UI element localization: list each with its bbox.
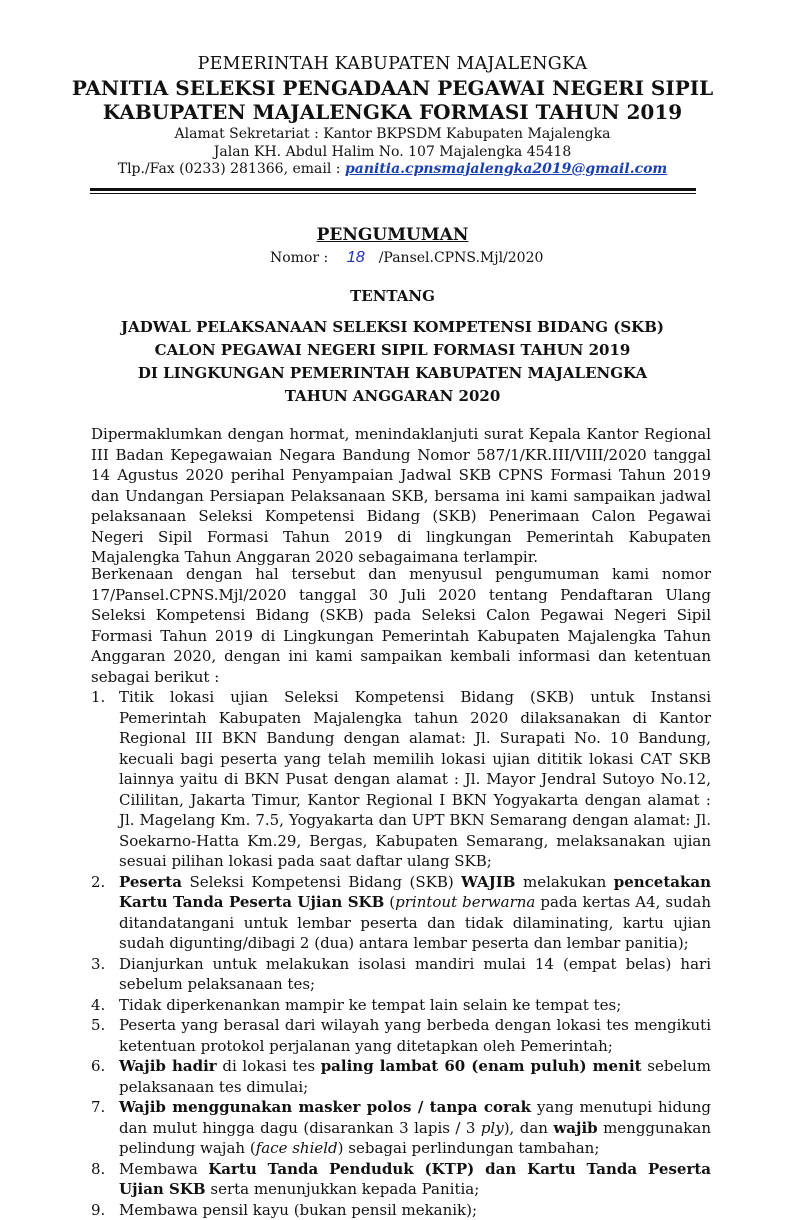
letterhead-address-2: Jalan KH. Abdul Halim No. 107 Majalengka 45418 — [0, 144, 785, 160]
letterhead-rule-thick — [90, 188, 696, 191]
list-item: 5. Peserta yang berasal dari wilayah yang berbeda dengan lokasi tes mengikuti ketentuan protokol perjalanan yang ditetapkan oleh Pemerintah; — [91, 1015, 711, 1056]
list-item: 6. Wajib hadir di lokasi tes paling lambat 60 (enam puluh) menit sebelum pelaksanaan tes dimulai; — [91, 1056, 711, 1097]
subject-line-1: JADWAL PELAKSANAAN SELEKSI KOMPETENSI BIDANG (SKB) — [0, 318, 785, 336]
tentang-heading: TENTANG — [0, 287, 785, 305]
nomor-label: Nomor : — [270, 250, 328, 266]
email-link[interactable]: panitia.cpnsmajalengka2019@gmail.com — [345, 161, 667, 177]
list-item: 7. Wajib menggunakan masker polos / tanpa corak yang menutupi hidung dan mulut hingga dagu (disarankan 3 lapis / 3 ply), dan wajib menggunakan pelindung wajah (face shield) sebagai perlindungan tambahan; — [91, 1097, 711, 1159]
letterhead-regency: KABUPATEN MAJALENGKA FORMASI TAHUN 2019 — [0, 100, 785, 124]
list-item: 8. Membawa Kartu Tanda Penduduk (KTP) dan Kartu Tanda Peserta Ujian SKB serta menunjukkan kepada Panitia; — [91, 1159, 711, 1200]
subject-line-2: CALON PEGAWAI NEGERI SIPIL FORMASI TAHUN 2019 — [0, 341, 785, 359]
list-item: 9. Membawa pensil kayu (bukan pensil mekanik); — [91, 1200, 711, 1220]
list-item: 3. Dianjurkan untuk melakukan isolasi mandiri mulai 14 (empat belas) hari sebelum pelaksanaan tes; — [91, 954, 711, 995]
list-item: 1. Titik lokasi ujian Seleksi Kompetensi Bidang (SKB) untuk Instansi Pemerintah Kabupaten Majalengka tahun 2020 dilaksanakan di Kantor Regional III BKN Bandung dengan alamat: Jl. Surapati No. 10 Bandung, kecuali bagi peserta yang telah memilih lokasi ujian dititik lokasi CAT SKB lainnya yaitu di BKN Pusat dengan alamat : Jl. Mayor Jendral Sutoyo No.12, Cililitan, Jakarta Timur, Kantor Regional I BKN Yogyakarta dengan alamat : Jl. Magelang Km. 7.5, Yogyakarta dan UPT BKN Semarang dengan alamat: Jl. Soekarno-Hatta Km.29, Bergas, Kabupaten Semarang, melaksanakan ujian sesuai pilihan lokasi pada saat daftar ulang SKB; — [91, 687, 711, 872]
letterhead-contact — [0, 161, 785, 177]
provisions-list — [91, 687, 711, 1220]
letterhead-address-1: Alamat Sekretariat : Kantor BKPSDM Kabupaten Majalengka — [0, 126, 785, 142]
nomor-handwritten-number: 18 — [333, 249, 379, 267]
letterhead-committee: PANITIA SELEKSI PENGADAAN PEGAWAI NEGERI SIPIL — [0, 76, 785, 100]
list-item: 2. Peserta Seleksi Kompetensi Bidang (SKB) WAJIB melakukan pencetakan Kartu Tanda Peserta Ujian SKB (printout berwarna pada kertas A4, sudah ditandatangani untuk lembar peserta dan tidak dilaminating, kartu ujian sudah digunting/dibagi 2 (dua) antara lembar peserta dan lembar panitia); — [91, 872, 711, 954]
body-section — [91, 564, 711, 1220]
subject-line-4: TAHUN ANGGARAN 2020 — [0, 387, 785, 405]
list-item: 4. Tidak diperkenankan mampir ke tempat lain selain ke tempat tes; — [91, 995, 711, 1016]
subject-line-3: DI LINGKUNGAN PEMERINTAH KABUPATEN MAJALENGKA — [0, 364, 785, 382]
announcement-number — [270, 249, 543, 267]
contact-phone: Tlp./Fax (0233) 281366, email : — [118, 161, 345, 177]
announcement-title — [0, 225, 785, 245]
nomor-suffix: /Pansel.CPNS.Mjl/2020 — [379, 250, 544, 266]
letterhead-rule-thin — [90, 193, 696, 194]
paragraph-intro: Dipermaklumkan dengan hormat, menindaklanjuti surat Kepala Kantor Regional III Badan Kepegawaian Negara Bandung Nomor 587/1/KR.III/VIII/2020 tanggal 14 Agustus 2020 perihal Penyampaian Jadwal SKB CPNS Formasi Tahun 2019 dan Undangan Persiapan Pelaksanaan SKB, bersama ini kami sampaikan jadwal pelaksanaan Seleksi Kompetensi Bidang (SKB) Penerimaan Calon Pegawai Negeri Sipil Formasi Tahun 2019 di lingkungan Pemerintah Kabupaten Majalengka Tahun Anggaran 2020 sebagaimana terlampir. — [91, 424, 711, 568]
paragraph-reference: Berkenaan dengan hal tersebut dan menyusul pengumuman kami nomor 17/Pansel.CPNS.Mjl/2020 tanggal 30 Juli 2020 tentang Pendaftaran Ulang Seleksi Kompetensi Bidang (SKB) pada Seleksi Calon Pegawai Negeri Sipil Formasi Tahun 2019 di Lingkungan Pemerintah Kabupaten Majalengka Tahun Anggaran 2020, dengan ini kami sampaikan kembali informasi dan ketentuan sebagai berikut : — [91, 564, 711, 687]
announcement-title-text: PENGUMUMAN — [317, 225, 469, 245]
letterhead-government: PEMERINTAH KABUPATEN MAJALENGKA — [0, 54, 785, 74]
